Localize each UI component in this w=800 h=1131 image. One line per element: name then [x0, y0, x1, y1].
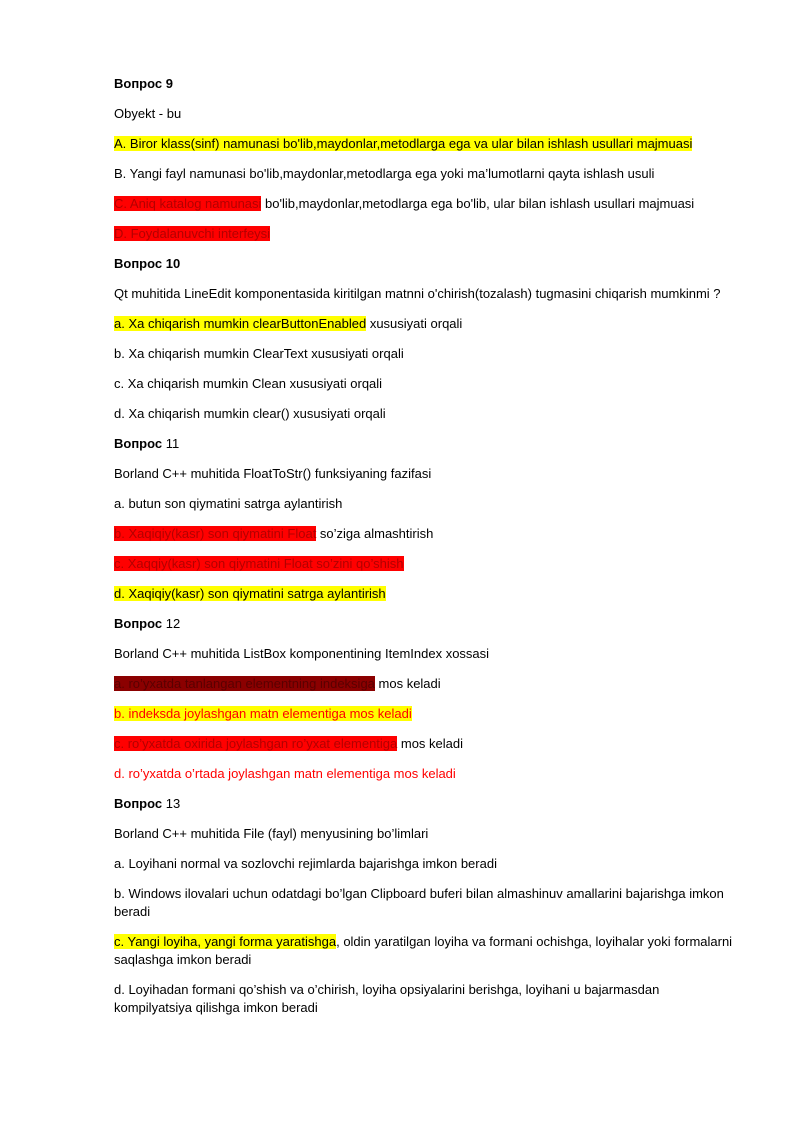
- q10-option-a-highlight: a. Xa chiqarish mumkin clearButtonEnabled: [114, 316, 367, 331]
- q11-option-a: a. butun son qiymatini satrga aylantirish: [114, 496, 343, 511]
- q12-option-a: [114, 675, 734, 693]
- q9-option-c-highlight: C. Aniq katalog namunasi: [114, 196, 262, 211]
- q9-option-c: [114, 195, 734, 213]
- q11-heading: [114, 435, 734, 453]
- q12-option-a-rest: mos keladi: [374, 676, 441, 691]
- q13-heading: [114, 795, 734, 813]
- q12-heading-label: Вопрос: [114, 616, 163, 631]
- q11-option-b-highlight: b. Xaqiqiy(kasr) son qiymatini Float: [114, 526, 317, 541]
- q13-option-c-highlight: c. Yangi loyiha, yangi forma yaratishga: [114, 934, 337, 949]
- q13-option-c: [114, 933, 734, 969]
- q12-option-c: [114, 735, 734, 753]
- q11-question: Borland C++ muhitida FloatToStr() funksiyaning fazifasi: [114, 466, 432, 481]
- q13-question: Borland C++ muhitida File (fayl) menyusining bo’limlari: [114, 826, 429, 841]
- q11-heading-label: Вопрос: [114, 436, 163, 451]
- q10-option-a: [114, 315, 734, 333]
- q13-heading-number: 13: [162, 796, 181, 811]
- q12-heading: [114, 615, 734, 633]
- q13-option-c-rest: , oldin yaratilgan loyiha va formani ochishga, loyihalar yoki formalarni saqlashga imkon beradi: [114, 934, 733, 967]
- q10-option-c: c. Xa chiqarish mumkin Clean xususiyati orqali: [114, 376, 383, 391]
- q9-option-d: [114, 225, 734, 243]
- q9-heading: Вопрос 9: [114, 76, 173, 91]
- q9-option-a-text: A. Biror klass(sinf) namunasi bo'lib,maydonlar,metodlarga ega va ular bilan ishlash usullari majmuasi: [114, 136, 693, 151]
- q10-question: Qt muhitida LineEdit komponentasida kiritilgan matnni o'chirish(tozalash) tugmasini chiqarish mumkinmi ?: [114, 286, 721, 301]
- q11-heading-number: 11: [162, 436, 180, 451]
- q9-option-d-highlight: D. Foydalanuvchi interfeysi: [114, 226, 271, 241]
- q9-option-b: B. Yangi fayl namunasi bo'lib,maydonlar,metodlarga ega yoki ma’lumotlarni qayta ishlash usuli: [114, 166, 655, 181]
- q11-option-c: [114, 555, 734, 573]
- q9-option-a: [114, 135, 734, 153]
- q12-option-c-highlight: c. ro’yxatda oxirida joylashgan ro’yxat elementiga: [114, 736, 398, 751]
- q12-option-d: d. ro’yxatda o’rtada joylashgan matn elementiga mos keladi: [114, 766, 456, 781]
- q13-option-a: a. Loyihani normal va sozlovchi rejimlarda bajarishga imkon beradi: [114, 856, 497, 871]
- q10-heading: Вопрос 10: [114, 256, 181, 271]
- q12-question: Borland C++ muhitida ListBox komponentining ItemIndex xossasi: [114, 646, 490, 661]
- q12-option-c-rest: mos keladi: [397, 736, 464, 751]
- q13-heading-label: Вопрос: [114, 796, 163, 811]
- q13-option-d: d. Loyihadan formani qo’shish va o’chirish, loyiha opsiyalarini berishga, loyihani u bajarmasdan kompilyatsiya qilishga imkon beradi: [114, 982, 660, 1015]
- q10-option-a-rest: xususiyati orqali: [366, 316, 463, 331]
- q10-option-d: d. Xa chiqarish mumkin clear() xususiyati orqali: [114, 406, 386, 421]
- document-content: [114, 75, 734, 1029]
- q13-option-b: b. Windows ilovalari uchun odatdagi bo’lgan Clipboard buferi bilan almashinuv amallarini bajarishga imkon beradi: [114, 886, 724, 919]
- q10-option-b: b. Xa chiqarish mumkin ClearText xususiyati orqali: [114, 346, 404, 361]
- q12-option-a-highlight: a. ro’yxatda tanlangan elementning indeksiga: [114, 676, 375, 691]
- q12-option-b: [114, 705, 734, 723]
- q11-option-c-highlight: c. Xaqqiy(kasr) son qiymatini Float so’zini qo’shish: [114, 556, 404, 571]
- q9-option-c-rest: bo'lib,maydonlar,metodlarga ega bo'lib, ular bilan ishlash usullari majmuasi: [261, 196, 695, 211]
- q11-option-b-rest: so’ziga almashtirish: [316, 526, 434, 541]
- q12-option-b-highlight: b. indeksda joylashgan matn elementiga mos keladi: [114, 706, 412, 721]
- q11-option-b: [114, 525, 734, 543]
- q12-heading-number: 12: [162, 616, 181, 631]
- q9-question: Obyekt - bu: [114, 106, 182, 121]
- q11-option-d: [114, 585, 734, 603]
- q11-option-d-highlight: d. Xaqiqiy(kasr) son qiymatini satrga aylantirish: [114, 586, 386, 601]
